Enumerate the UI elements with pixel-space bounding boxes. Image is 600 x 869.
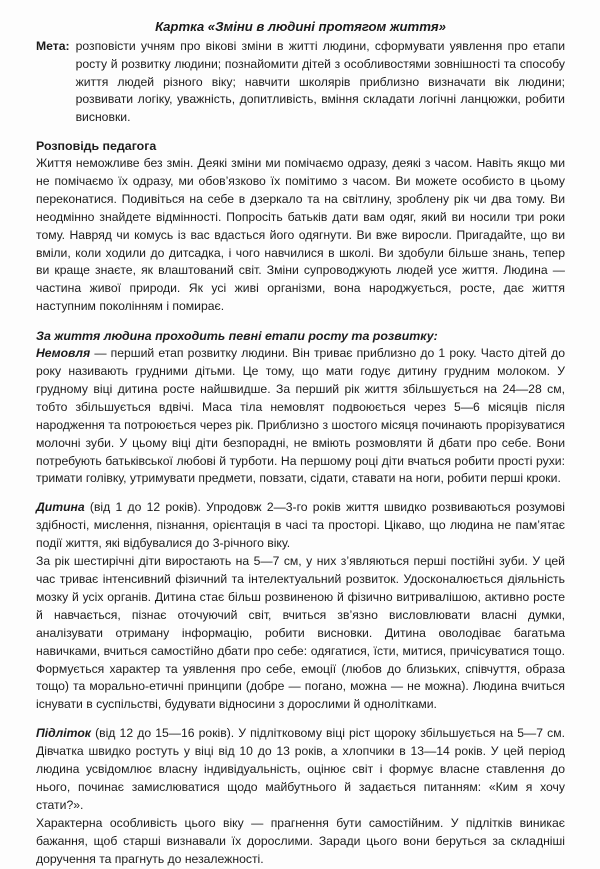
stage-paragraph-teenager-continued: Характерна особливість цього віку — прагнення бути самостійним. У підлітків виникає бажання, щоб старші визнавали їх дорослими. Заради цього вони беруться за складніші доручення та прагнуть до незалежності.: [36, 815, 565, 866]
page-title: Картка «Зміни в людині протягом життя»: [155, 19, 446, 34]
section-heading-life-stages: За життя людина проходить певні етапи росту та розвитку:: [36, 329, 438, 344]
stage-term-child: Дитина: [36, 500, 85, 515]
goal-text: розповісти учням про вікові зміни в житті людини, сформувати уявлення про етапи росту й розвитку людини; познайомити дітей з особливостями зовнішності та способу життя людей різного віку; навчити школярів приблизно визначати вік людини; розвивати логіку, уважність, допитливість, вміння складати логічні ланцюжки, робити висновки.: [75, 39, 565, 125]
stage-paragraph-infant: [36, 345, 565, 488]
goal-block: [36, 38, 565, 127]
stage-paragraph-child-continued: За рік шестирічні діти виростають на 5—7 см, у них з’являються перші постійні зуби. У цей час триває інтенсивний фізичний та інтелектуальний розвиток. Удосконалюється діяльність мозку й усіх органів. Дитина стає більш розвиненою й фізично витривалішою, активно росте й навчається, пізнає оточуючий світ, вчиться зв’язно висловлювати власні думки, аналізувати отриману інформацію, робити висновки. Дитина оволодіває багатьма навичками, вчиться самостійно дбати про себе: одягатися, їсти, митися, причісуватися тощо. Формується характер та уявлення про себе, емоції (любов до близьких, співчуття, образа тощо) та морально-етичні принципи (добре — погано, можна — не можна). Людина вчиться існувати в суспільстві, будувати відносини з дорослими й однолітками.: [36, 554, 565, 712]
stage-spacer-child: [36, 714, 565, 725]
stage-spacer-infant: [36, 488, 565, 499]
stage-body-infant: — перший етап розвитку людини. Він триває приблизно до 1 року. Часто дітей до року називають грудними дітьми. Це тому, що мати годує дитину грудним молоком. У грудному віці дитина росте найшвидше. За перший рік життя збільшується на 24—28 см, тобто збільшується вдвічі. Маса тіла немовлят подвоюється через 5—6 місяців після народження та потроюється через рік. Приблизно з шостого місяця починають прорізуватися молочні зуби. У цьому віці діти безпорадні, не вміють розмовляти й дбати про себе. Вони потребують батьківської любові й турботи. На першому році діти вчаться робити прості рухи: тримати голівку, утримувати предмети, повзати, сідати, ставати на ноги, робити перші кроки.: [36, 346, 565, 486]
stage-paragraph-child: [36, 499, 565, 553]
paragraph-teacher-story: Життя неможливе без змін. Деякі зміни ми помічаємо одразу, деякі з часом. Навіть якщо ми не помічаємо їх одразу, ми обов’язково їх помітимо з часом. Ви можете особисто в цьому переконатися. Подивіться на себе в дзеркало та на світлину, зроблену рік чи два тому. Ви неодмінно знайдете відмінності. Попросіть батьків дати вам одяг, який ви носили три роки тому. Навряд чи комусь із вас вдасться його одягнути. Ви вже виросли. Пригадайте, що ви вміли, коли ходили до дитсадка, і чого навчилися в школі. Ви здобули більше знань, тепер ви краще знаєте, як влаштований світ. Зміни супроводжують людей усе життя. Людина — частина живої природи. Як усі живі організми, вона народжується, росте, дає життя наступним поколінням і помирає.: [36, 155, 565, 314]
goal-label: Мета:: [36, 39, 70, 53]
stage-body-teenager: (від 12 до 15—16 років). У підлітковому віці ріст щороку збільшується на 5—7 см. Дівчатка швидко ростуть у віці від 10 до 13 років, а хлопчики в 13—14 років. У цей період людина усвідомлює власну індивідуальність, оцінює світ і формує власне ставлення до нього, починає замислюватися щодо майбутнього й задається питанням: «Ким я хочу стати?».: [36, 726, 565, 812]
section-heading-teacher-story: Розповідь педагога: [36, 138, 157, 153]
stage-body-child: (від 1 до 12 років). Упродовж 2—3-го років життя швидко розвиваються розумові здібності, мислення, пізнання, орієнтація в часі та просторі. Цікаво, що людина не пам’ятає події життя, які відбувалися до 3-річного віку.: [36, 500, 565, 551]
section-spacer: [36, 316, 565, 327]
stage-paragraph-teenager: [36, 725, 565, 815]
stage-term-teenager: Підліток: [36, 726, 91, 741]
stage-term-infant: Немовля: [36, 346, 91, 361]
